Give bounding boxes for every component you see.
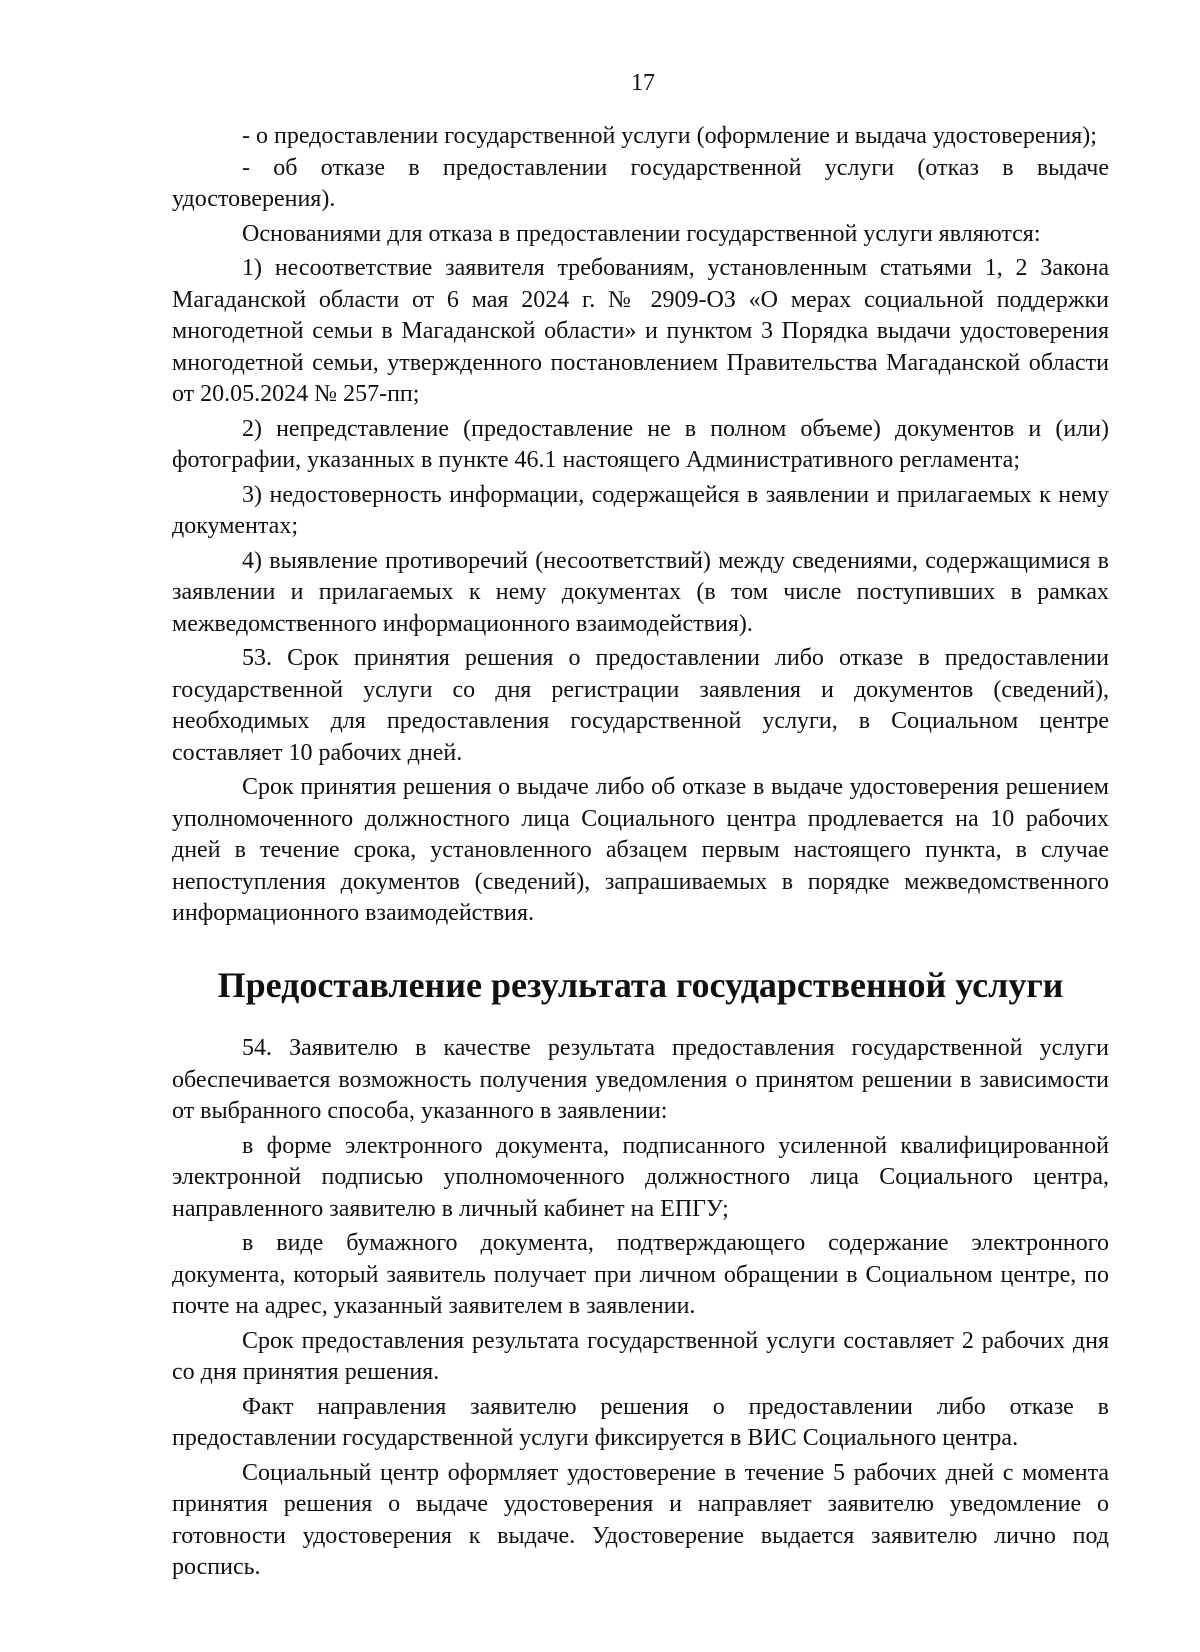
paragraph-result-term: Срок предоставления результата государственной услуги составляет 2 рабочих дня со дня принятия решения.: [172, 1327, 1109, 1385]
paragraph-clause-53: 53. Срок принятия решения о предоставлении либо отказе в предоставлении государственной услуги со дня регистрации заявления и документов (сведений), необходимых для предоставления государственной услуги, в Социальном центре составляет 10 рабочих дней.: [172, 645, 1109, 766]
paragraph-clause-54: 54. Заявителю в качестве результата предоставления государственной услуги обеспечивается возможность получения уведомления о принятом решении в зависимости от выбранного способа, указанного в заявлении:: [172, 1035, 1109, 1124]
section-heading: Предоставление результата государственной услуги: [217, 964, 1064, 1005]
paragraph-ground-4: 4) выявление противоречий (несоответствий) между сведениями, содержащимися в заявлении и прилагаемых к нему документах (в том числе поступивших в рамках межведомственного информационного взаимодействия).: [172, 547, 1109, 637]
paragraph-ground-3: 3) недостоверность информации, содержащейся в заявлении и прилагаемых к нему документах;: [172, 481, 1109, 539]
document-body: [172, 121, 1109, 1584]
page-number: 17: [631, 70, 655, 96]
paragraph-ground-1: 1) несоответствие заявителя требованиям, установленным статьями 1, 2 Закона Магаданской области от 6 мая 2024 г. № 2909-ОЗ «О мерах социальной поддержки многодетной семьи в Магаданской области» и пунктом 3 Порядка выдачи удостоверения многодетной семьи, утвержденного постановлением Правительства Магаданской области от 20.05.2024 № 257-пп;: [172, 255, 1109, 407]
paragraph-refusal-grounds: Основаниями для отказа в предоставлении государственной услуги являются:: [242, 220, 1041, 247]
paragraph-paper-form: в виде бумажного документа, подтверждающего содержание электронного документа, который заявитель получает при личном обращении в Социальном центре, по почте на адрес, указанный заявителем в заявлении.: [172, 1230, 1109, 1319]
paragraph-electronic-form: в форме электронного документа, подписанного усиленной квалифицированной электронной подписью уполномоченного должностного лица Социального центра, направленного заявителю в личный кабинет на ЕПГУ;: [172, 1132, 1109, 1222]
paragraph-decision-record: Факт направления заявителю решения о предоставлении либо отказе в предоставлении государственной услуги фиксируется в ВИС Социального центра.: [172, 1393, 1109, 1451]
paragraph-clause-53-extension: Срок принятия решения о выдаче либо об отказе в выдаче удостоверения решением уполномоченного должностного лица Социального центра продлевается на 10 рабочих дней в течение срока, установленного абзацем первым настоящего пункта, в случае непоступления документов (сведений), запрашиваемых в порядке межведомственного информационного взаимодействия.: [172, 774, 1109, 926]
paragraph-result-refusal: - об отказе в предоставлении государственной услуги (отказ в выдаче удостоверения).: [172, 154, 1109, 212]
paragraph-ground-2: 2) непредставление (предоставление не в полном объеме) документов и (или) фотографии, указанных в пункте 46.1 настоящего Административного регламента;: [172, 415, 1109, 473]
paragraph-certificate-issue: Социальный центр оформляет удостоверение в течение 5 рабочих дней с момента принятия решения о выдаче удостоверения и направляет заявителю уведомление о готовности удостоверения к выдаче. Удостоверение выдается заявителю лично под роспись.: [172, 1459, 1109, 1580]
paragraph-result-grant: - о предоставлении государственной услуги (оформление и выдача удостоверения);: [242, 123, 1097, 149]
